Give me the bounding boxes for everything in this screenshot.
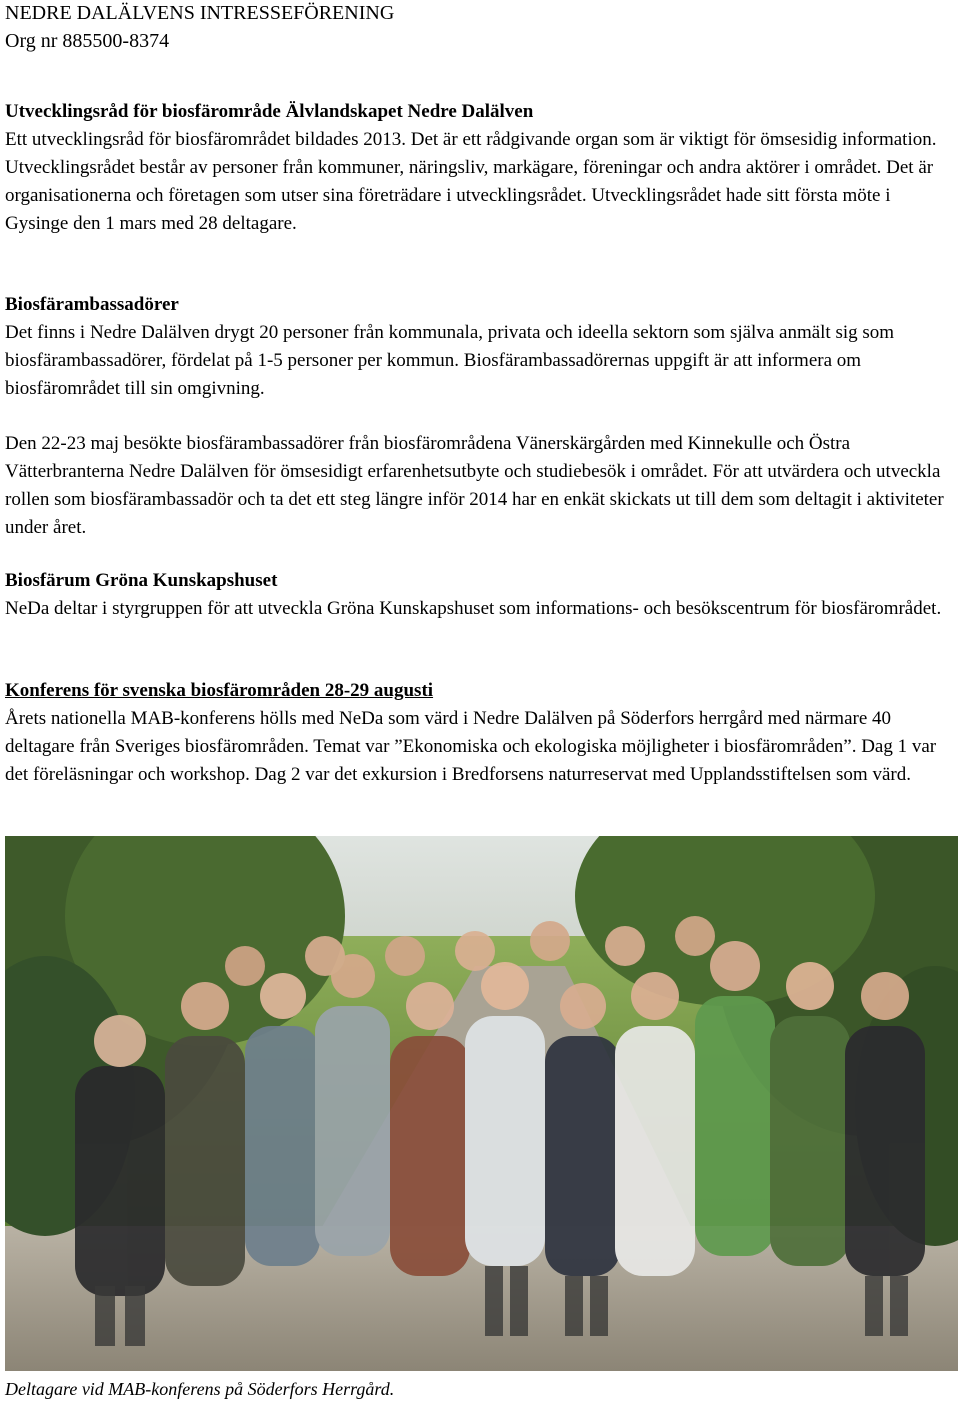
section-heading: Biosfärum Gröna Kunskapshuset <box>5 570 278 591</box>
section-text: NeDa deltar i styrgruppen för att utveckla Gröna Kunskapshuset som informations- och besökscentrum för biosfärområdet. <box>5 598 942 619</box>
photo-caption: Deltagare vid MAB-konferens på Söderfors Herrgård. <box>5 1379 395 1399</box>
group-photo-illustration <box>5 836 958 1371</box>
section-biosfarum <box>5 567 955 623</box>
section-konferens <box>5 677 955 789</box>
org-number: Org nr 885500-8374 <box>5 30 170 52</box>
section-heading: Konferens för svenska biosfärområden 28-29 augusti <box>5 680 434 701</box>
section-heading: Biosfärambassadörer <box>5 294 179 315</box>
section-heading: Utvecklingsråd för biosfärområde Älvlandskapet Nedre Dalälven <box>5 101 534 122</box>
section-biosfarambassadorer <box>5 291 955 403</box>
group-photo <box>5 836 958 1371</box>
section-text: Det finns i Nedre Dalälven drygt 20 personer från kommunala, privata och ideella sektorn som själva anmält sig som biosfärambassadörer, fördelat på 1-5 personer per kommun. Biosfärambassadörernas uppgift är att informera om biosfärområdet till sin omgivning. <box>5 322 895 399</box>
section-text: Årets nationella MAB-konferens hölls med NeDa som värd i Nedre Dalälven på Söderfors herrgård med närmare 40 deltagare från Sveriges biosfärområden. Temat var ”Ekonomiska och ekologiska möjligheter i biosfärområden”. Dag 1 var det föreläsningar och workshop. Dag 2 var det exkursion i Bredforsens naturreservat med Upplandsstiftelsen som värd. <box>5 708 937 785</box>
section-utvecklingsrad <box>5 98 955 238</box>
section-text: Den 22-23 maj besökte biosfärambassadörer från biosfärområdena Vänerskärgården med Kinnekulle och Östra Vätterbranterna Nedre Dalälven för ömsesidigt erfarenhetsutbyte och studiebesök i området. För att utvärdera och utveckla rollen som biosfärambassadör och ta det ett steg längre inför 2014 har en enkät skickats ut till dem som deltagit i aktiviteter under året. <box>5 433 944 538</box>
section-text: Ett utvecklingsråd för biosfärområdet bildades 2013. Det är ett rådgivande organ som är viktigt för ömsesidig information. Utvecklingsrådet består av personer från kommuner, näringsliv, markägare, föreningar och andra aktörer i området. Det är organisationerna och företagen som utser sina företrädare i utvecklingsrådet. Utvecklingsrådet hade sitt första möte i Gysinge den 1 mars med 28 deltagare. <box>5 129 937 234</box>
org-name: NEDRE DALÄLVENS INTRESSEFÖRENING <box>5 2 395 24</box>
section-studiebesok <box>5 430 955 542</box>
